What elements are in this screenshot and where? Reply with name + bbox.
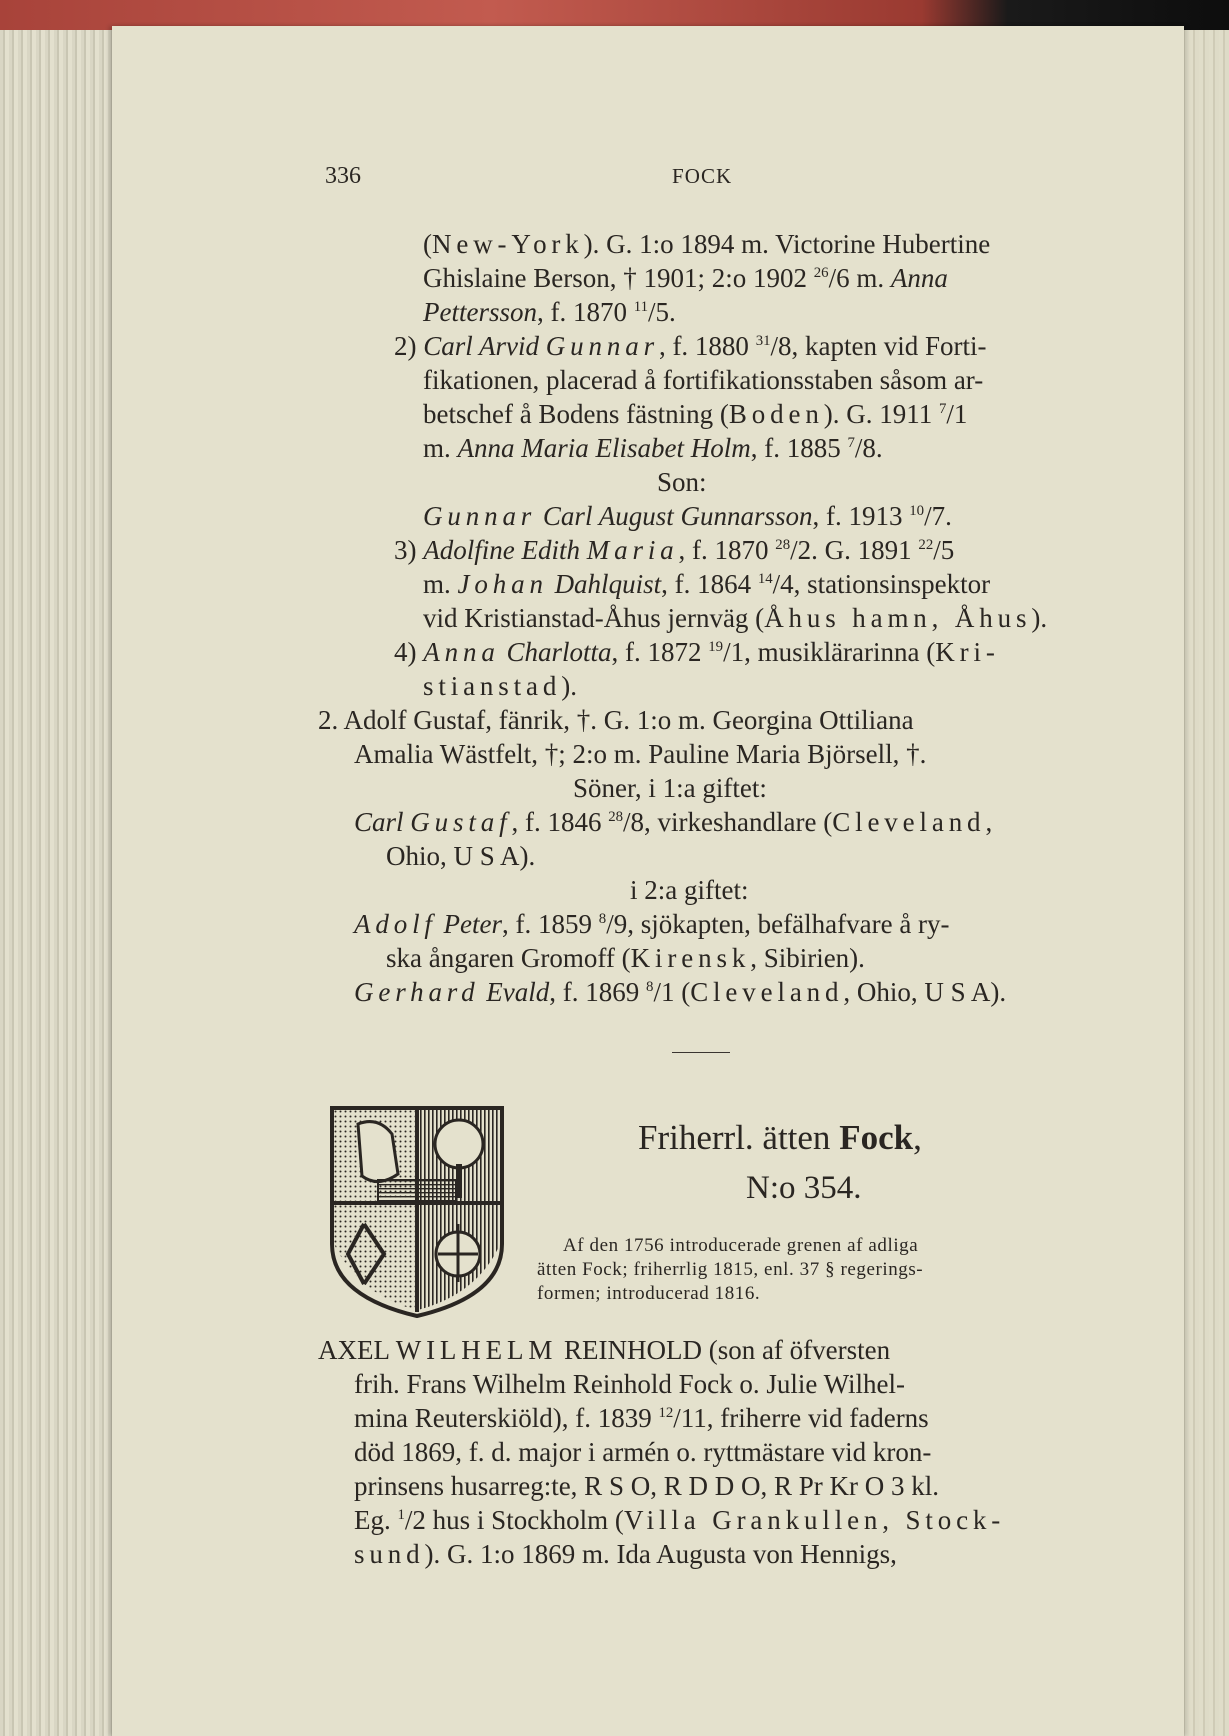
section-title: Friherrl. ätten Fock, [638,1118,922,1157]
text-line: betschef å Bodens fästning (Boden). G. 1911 $^7$/1 [423,399,968,429]
text-line: Carl Gustaf, f. 1846 $^{28}$/8, virkeshandlare (Cleveland, [354,807,993,837]
text-line: Gerhard Evald, f. 1869 $^8$/1 (Cleveland, Ohio, U S A). [354,977,1007,1007]
text-line: frih. Frans Wilhelm Reinhold Fock o. Julie Wilhel- [354,1369,906,1399]
text-line: Adolf Peter, f. 1859 $^8$/9, sjökapten, befälhafvare å ry- [354,909,950,939]
section-description: formen; introducerad 1816. [537,1283,761,1304]
text-line: Amalia Wästfelt, †; 2:o m. Pauline Maria Björsell, †. [354,739,927,769]
text-heading: Söner, i 1:a giftet: [573,773,767,803]
text-line: Ohio, U S A). [386,841,536,871]
text-heading: Son: [657,467,707,497]
section-description: Af den 1756 introducerade grenen af adliga [563,1235,919,1256]
text-line: (New-York). G. 1:o 1894 m. Victorine Hubertine [423,229,991,259]
page-stack-right [1179,30,1229,1736]
text-line: Eg. $^1$/2 hus i Stockholm (Villa Grankullen, Stock- [354,1505,1006,1535]
page-number: 336 [325,163,361,189]
text-line: stianstad). [423,671,577,701]
text-line: m. Johan Dahlquist, f. 1864 $^{14}$/4, stationsinspektor [423,569,991,599]
text-line: 2. Adolf Gustaf, fänrik, †. G. 1:o m. Georgina Ottiliana [318,705,914,735]
text-line: Gunnar Carl August Gunnarsson, f. 1913 $^{10}$/7. [423,501,952,531]
text-line: Ghislaine Berson, † 1901; 2:o 1902 $^{26}$/6 m. Anna [423,263,948,293]
coat-of-arms-image [328,1104,506,1320]
text-line: 2) Carl Arvid Gunnar, f. 1880 $^{31}$/8, kapten vid Forti- [394,331,987,361]
text-line: ska ångaren Gromoff (Kirensk, Sibirien). [386,943,865,973]
running-title: FOCK [672,164,733,188]
text-line: död 1869, f. d. major i armén o. ryttmästare vid kron- [354,1437,932,1467]
text-line: 4) Anna Charlotta, f. 1872 $^{19}$/1, musiklärarinna (Kri- [394,637,1000,667]
text-line: Pettersson, f. 1870 $^{11}$/5. [423,297,676,327]
text-line: prinsens husarreg:te, R S O, R D D O, R Pr Kr O 3 kl. [354,1471,939,1501]
section-divider [672,1052,730,1053]
text-line: mina Reuterskiöld), f. 1839 $^{12}$/11, friherre vid faderns [354,1403,929,1433]
section-number: N:o 354. [746,1170,862,1206]
text-line: AXEL WILHELM REINHOLD (son af öfversten [318,1335,891,1365]
page-stack-left [0,30,120,1736]
text-line: fikationen, placerad å fortifikationsstaben såsom ar- [423,365,984,395]
text-line: 3) Adolfine Edith Maria, f. 1870 $^{28}$/2. G. 1891 $^{22}$/5 [394,535,955,565]
text-line: sund). G. 1:o 1869 m. Ida Augusta von Hennigs, [354,1539,897,1569]
text-heading: i 2:a giftet: [630,875,749,905]
text-line: m. Anna Maria Elisabet Holm, f. 1885 $^7$/8. [423,433,883,463]
section-description: ätten Fock; friherrlig 1815, enl. 37 § regerings- [537,1259,924,1280]
text-line: vid Kristianstad-Åhus jernväg (Åhus hamn, Åhus). [423,603,1048,633]
